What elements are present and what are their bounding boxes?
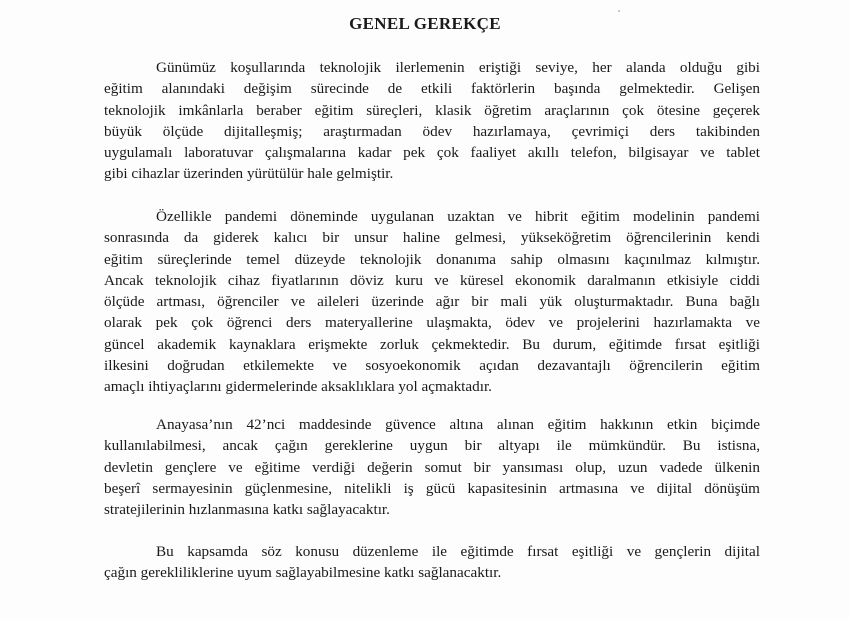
scan-speck bbox=[618, 10, 620, 12]
paragraph-line: güncel akademik kaynaklara erişmekte zorluk çekmektedir. Bu durum, eğitimde fırsat eşitliği bbox=[104, 335, 760, 353]
paragraph-line: eğitim süreçlerinde temel düzeyde teknolojik donanıma sahip olmasını kaçınılmaz kılmıştır. bbox=[104, 250, 760, 268]
paragraph-line: kullanılabilmesi, ancak çağın gereklerine uygun bir altyapı ile mümkündür. Bu istisna, bbox=[104, 437, 760, 455]
paragraph-line: eğitim alanındaki değişim sürecinde de etkili faktörlerin başında gelmektedir. Gelişen bbox=[104, 80, 760, 98]
paragraph-line: büyük ölçüde dijitalleşmiş; araştırmadan ödev hazırlamaya, çevrimiçi ders takibinden bbox=[104, 122, 760, 140]
paragraph-line: çağın gerekliliklerine uyum sağlayabilmesine katkı sağlanacaktır. bbox=[104, 564, 502, 582]
paragraph-line: Günümüz koşullarında teknolojik ilerlemenin eriştiği seviye, her alanda olduğu gibi bbox=[156, 59, 760, 76]
paragraph-line: olarak pek çok öğrenci ders materyallerine ulaşmakta, ödev ve projelerini hazırlamakta ve bbox=[104, 314, 760, 332]
paragraph-line: teknolojik imkânlarla beraber eğitim süreçleri, klasik öğretim araçlarının çok ötesine geçerek bbox=[104, 101, 760, 119]
paragraph-line: amaçlı ihtiyaçlarını gidermelerinde aksaklıklara yol açmaktadır. bbox=[104, 378, 492, 396]
paragraph-line: Bu kapsamda söz konusu düzenleme ile eğitimde fırsat eşitliği ve gençlerin dijital bbox=[156, 543, 760, 560]
paragraph-line: uygulamalı laboratuvar çalışmalarına kadar pek çok faaliyet akıllı telefon, bilgisayar ve tablet bbox=[104, 144, 760, 162]
paragraph-3 bbox=[104, 414, 760, 520]
paragraph-4 bbox=[104, 541, 760, 584]
document-title: GENEL GEREKÇE bbox=[349, 14, 501, 33]
paragraph-line: stratejilerinin hızlanmasına katkı sağlayacaktır. bbox=[104, 501, 390, 519]
paragraph-line: Ancak teknolojik cihaz fiyatlarının döviz kuru ve küresel ekonomik daralmanın etkisiyle ciddi bbox=[104, 271, 760, 289]
paragraph-line: beşerî sermayesinin güçlenmesine, nitelikli iş gücü kapasitesinin artmasına ve dijital dönüşüm bbox=[104, 479, 760, 497]
paragraph-line: Anayasa’nın 42’nci maddesinde güvence altına alınan eğitim hakkının etkin biçimde bbox=[156, 416, 760, 433]
paragraph-2 bbox=[104, 206, 760, 398]
paragraph-line: ilkesini doğrudan etkilemekte ve sosyoekonomik açıdan dezavantajlı öğrencilerin eğitim bbox=[104, 357, 760, 375]
paragraph-line: devletin gençlere ve eğitime verdiği değerin somut bir yansıması olup, uzun vadede ülkenin bbox=[104, 458, 760, 476]
paragraph-line: Özellikle pandemi döneminde uygulanan uzaktan ve hibrit eğitim modelinin pandemi bbox=[156, 208, 760, 225]
paragraph-line: gibi cihazlar üzerinden yürütülür hale gelmiştir. bbox=[104, 165, 394, 183]
paragraph-1 bbox=[104, 57, 760, 185]
paragraph-line: sonrasında da giderek kalıcı bir unsur haline gelmesi, yükseköğretim öğrencilerinin kendi bbox=[104, 229, 760, 247]
paragraph-line: ölçüde artması, öğrenciler ve aileleri üzerinde ağır bir mali yük oluşturmaktadır. Buna bağlı bbox=[104, 293, 760, 311]
